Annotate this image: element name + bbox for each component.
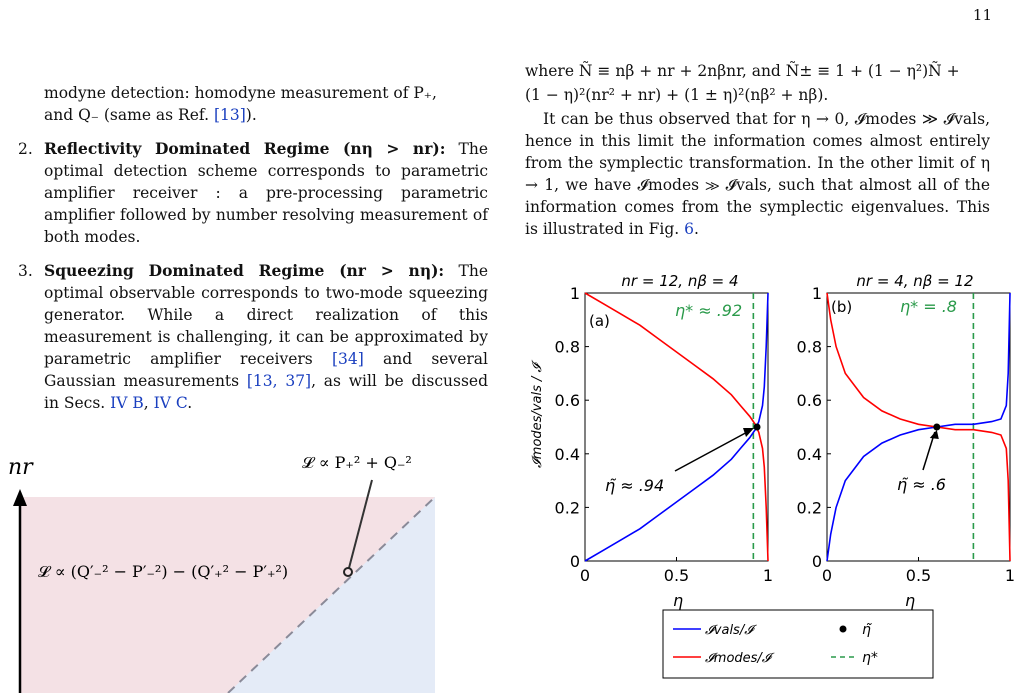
panel-a-plot [555,284,774,585]
x-tick-label: 0.5 [663,566,690,585]
y-tick-label: 0 [811,552,822,571]
panel-b-frame [827,293,1010,561]
chart-legend [663,610,933,678]
panel-a-frame [585,293,768,561]
citation-34[interactable]: [34] [331,350,364,368]
panel-a-label: (a) [589,312,610,330]
paragraph-end: . [694,220,699,238]
list-item-squeezing [18,260,488,414]
y-tick-label: 0.8 [554,337,580,357]
x-tick-label: 0 [821,566,833,585]
y-tick-label: 1 [569,284,580,303]
intro-paragraph [44,82,488,126]
legend-box [663,610,933,678]
legend-vals-label: 𝓘vals/𝓘 [705,623,754,638]
panel-b-label: (b) [831,298,853,316]
item-text: . [187,394,193,412]
item-text: , as will be discussed in Secs. [44,372,488,412]
y-tick-label: 0.2 [796,498,822,518]
citation-13-37[interactable]: [13, 37] [246,372,312,390]
section-link-ivb[interactable]: IV B [110,394,144,412]
y-tick-label: 0.4 [554,444,580,464]
panel-a-ylabel: 𝓘modes/vals / 𝓘 [530,363,545,468]
item-text: The optimal observable corresponds to two-mode squeezing generator. While a direct realization of this measurement is challenging, it can be approximated by parametric amplifier receivers [44,262,488,368]
figure-6-charts [525,268,1020,693]
legend-modes-label: 𝓘modes/𝓘 [705,651,771,666]
series-line [585,293,768,561]
limit-paragraph [525,108,990,240]
equation-line2: (1 − η)²(nr² + nr) + (1 ± η)²(nβ² + nβ). [525,86,829,104]
panel-b-plot [797,284,1016,585]
paragraph-text: It can be thus observed that for η → 0, 𝓘modes ≫ 𝓘vals, hence in this limit the information comes almost entirely from the symplectic transformation. In the other limit of η → 1, we have 𝓘modes ≫ 𝓘vals, such that almost all of the information comes from the symplectic eigenvalues. This is illustrated in Fig. [525,110,990,238]
left-column [18,82,488,422]
figure-link-6[interactable]: 6 [684,220,695,238]
panel-a-xlabel: η [673,591,684,610]
list-item-reflectivity [18,138,488,248]
item-number: 3. [18,262,33,280]
y-tick-label: 0.6 [796,391,822,411]
series-line [827,293,1010,561]
legend-etastar-label: η* [862,650,878,666]
panel-a-etatilde-label: η̃ ≈ .94 [605,476,665,495]
item-text: , [143,394,154,412]
panel-b-etatilde-label: η̃ ≈ .6 [897,475,946,494]
y-tick-label: 0.6 [554,391,580,411]
y-tick-label: 0.4 [796,444,822,464]
region-lagrangian-label: 𝓛 ∝ (Q′₋² − P′₋²) − (Q′₊² − P′₊²) [38,562,289,581]
panel-b-xlabel: η [905,591,916,610]
x-tick-label: 0.5 [905,566,932,585]
item-text: and several Gaussian measurements [44,350,488,390]
intersection-point [754,424,761,431]
item-title: Reflectivity Dominated Regime (nη > nr): [44,139,446,158]
series-line [585,293,768,561]
upper-lagrangian-label: 𝓛 ∝ P₊² + Q₋² [302,453,412,472]
intro-line2-end: ). [245,106,257,124]
item-title: Squeezing Dominated Regime (nr > nη): [44,261,445,280]
y-tick-label: 0 [569,552,580,571]
panel-a-etastar-label: η* ≈ .92 [675,301,743,320]
x-tick-label: 1 [762,566,774,585]
arrow-head-icon [930,430,939,439]
y-tick-label: 0.2 [554,498,580,518]
regime-diagram [0,440,490,693]
intersection-point [933,424,940,431]
panel-b-title: nr = 4, nβ = 12 [856,272,974,290]
y-tick-label: 1 [811,284,822,303]
page-number: 11 [972,6,992,24]
item-number: 2. [18,140,33,158]
series-line [827,293,1010,561]
equation-line1: where Ñ ≡ nβ + nr + 2nβnr, and Ñ± ≡ 1 + (1 − η²)Ñ + [525,62,960,80]
citation-13[interactable]: [13] [213,106,246,124]
x-tick-label: 1 [1004,566,1016,585]
y-tick-label: 0.8 [796,337,822,357]
panel-a [530,272,773,610]
intro-line1: modyne detection: homodyne measurement of P₊, [44,84,437,102]
legend-etatilde-label: η̃ [862,622,871,638]
intro-line2: and Q₋ (same as Ref. [44,106,214,124]
section-link-ivc[interactable]: IV C [153,394,188,412]
axis-label-nr: nr [8,455,33,480]
panel-b-etastar-label: η* = .8 [900,297,957,316]
right-column [525,60,990,242]
x-tick-label: 0 [579,566,591,585]
panel-b [797,272,1016,610]
legend-etatilde-marker [840,626,847,633]
item-text: The optimal detection scheme corresponds to parametric amplifier receiver : a pre-processing parametric amplifier followed by number resolving measurement of both modes. [44,140,488,246]
panel-a-title: nr = 12, nβ = 4 [621,272,739,290]
